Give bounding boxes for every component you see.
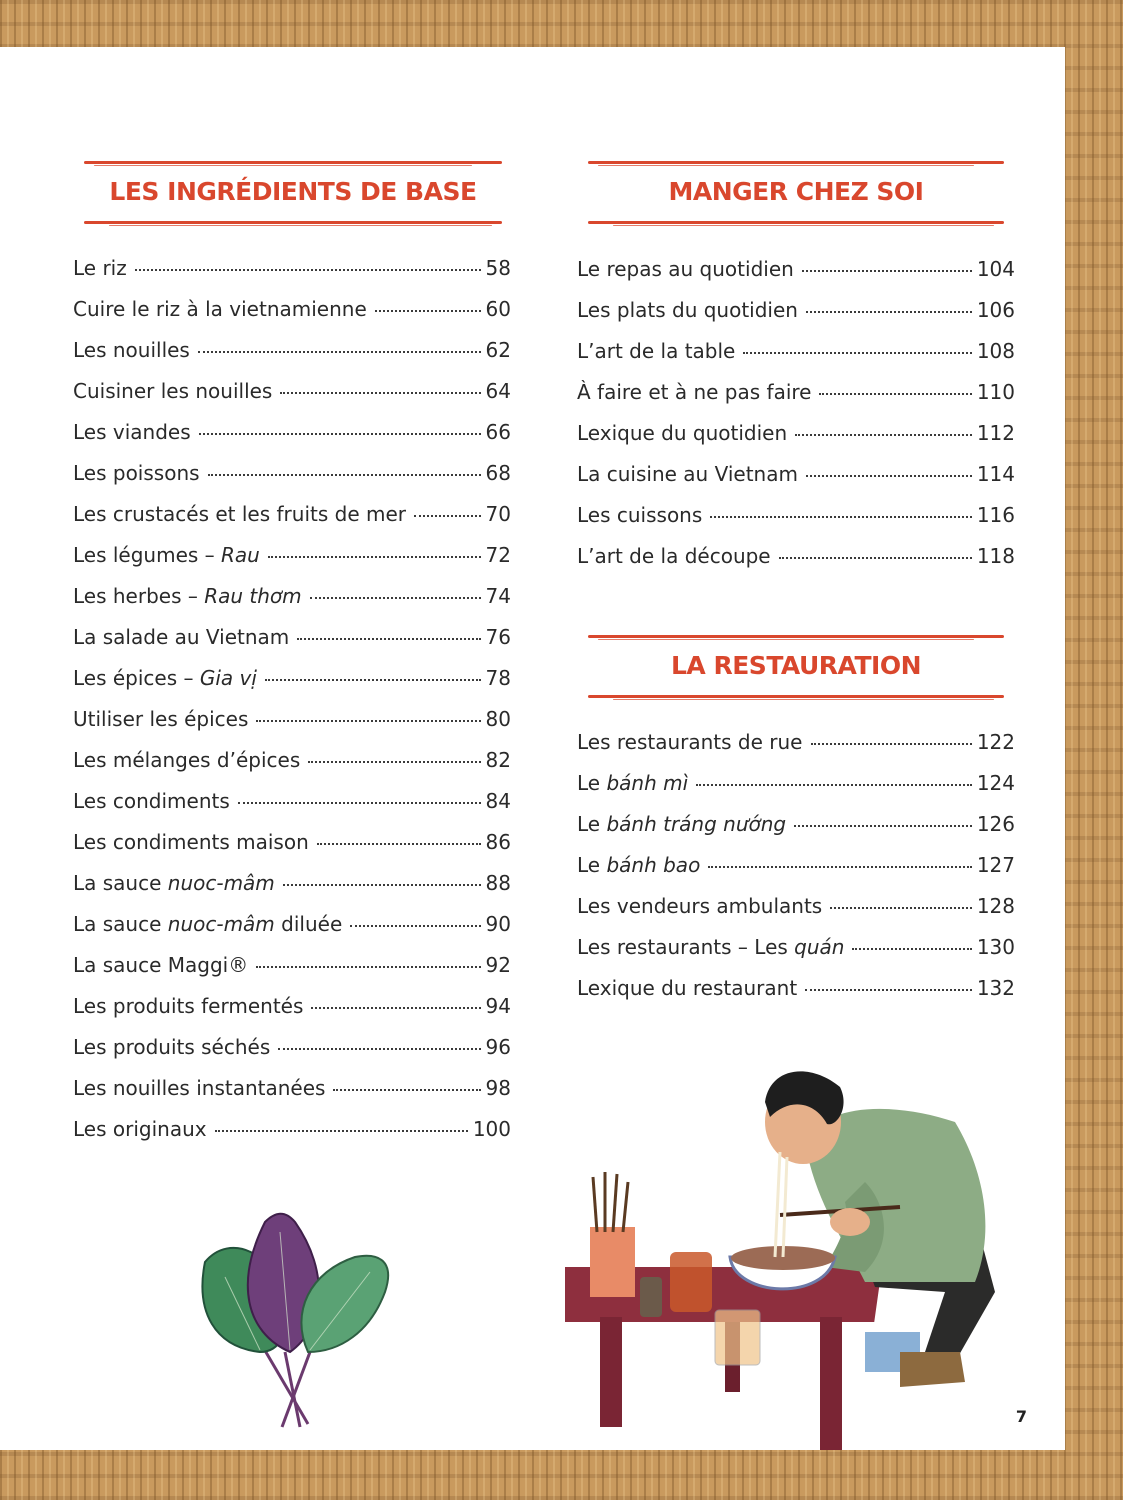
toc-entry-page: 127 [976,853,1015,877]
hand [830,1208,870,1236]
toc-entry-label [577,853,700,877]
section-heading-home [588,161,1004,231]
toc-entry-page: 90 [485,912,511,936]
toc-entry-label-text: Les cuissons [577,503,703,527]
toc-entry-label-text: Utiliser les épices [73,707,249,731]
dot-leader [278,1028,480,1050]
toc-entry-label [73,420,191,444]
dot-leader [256,946,480,968]
toc-entry [73,417,511,458]
toc-entry-label [73,707,248,731]
dot-leader [805,969,972,991]
dot-leader [238,782,481,804]
toc-list-home [577,254,1015,582]
toc-entry-label-text: Les originaux [73,1117,207,1141]
section-title: MANGER CHEZ SOI [668,177,924,206]
dot-leader [311,987,480,1009]
dot-leader [414,495,481,517]
toc-entry-page: 72 [485,543,511,567]
toc-entry-label [577,730,803,754]
toc-entry-label [577,771,688,795]
toc-entry-label-text: Lexique du quotidien [577,421,788,445]
dot-leader [317,823,481,845]
toc-entry-page: 82 [485,748,511,772]
dot-leader [710,496,972,518]
toc-entry-page: 124 [976,771,1015,795]
toc-entry-label [73,584,302,608]
toc-entry-label [577,298,798,322]
dot-leader [795,414,972,436]
toc-entry [73,335,511,376]
toc-entry-label-text: Les restaurants de rue [577,730,803,754]
toc-entry-page: 84 [485,789,511,813]
drinking-glass [715,1310,760,1365]
table-leg-front-right [820,1317,842,1450]
toc-entry-label [577,380,811,404]
page-number: 7 [1015,1407,1027,1426]
dot-leader [743,332,971,354]
toc-entry-label-text: Les produits fermentés [73,994,304,1018]
toc-entry-label-text: Les mélanges d’épices [73,748,301,772]
toc-entry-label-text: Les herbes – [73,584,205,608]
heading-rule [588,635,1004,638]
toc-entry-label [73,789,230,813]
dot-leader [696,764,972,786]
toc-entry-page: 64 [485,379,511,403]
toc-entry [577,336,1015,377]
toc-entry-label [577,257,794,281]
toc-entry [73,991,511,1032]
toc-entry-label-text: Les poissons [73,461,200,485]
toc-entry-page: 94 [485,994,511,1018]
toc-entry-label-text: La sauce [73,871,168,895]
toc-entry-label-italic: quán [794,935,845,959]
toc-entry-page: 118 [976,544,1015,568]
section-title: LA RESTAURATION [671,651,921,680]
toc-entry-page: 106 [976,298,1015,322]
toc-entry-label [73,994,303,1018]
section-heading-ingredients [84,161,502,231]
toc-entry [73,540,511,581]
toc-entry-label-italic: bánh tráng nướng [606,812,787,836]
dot-leader [280,372,480,394]
stems [260,1342,310,1427]
toc-entry [577,850,1015,891]
dot-leader [819,373,971,395]
toc-entry [73,704,511,745]
dot-leader [708,846,972,868]
heading-rule [598,639,974,640]
toc-entry-label-text: L’art de la table [577,339,736,363]
toc-entry [73,253,511,294]
heading-rule [109,225,492,226]
toc-entry-label-text: Cuire le riz à la vietnamienne [73,297,367,321]
holder-chopsticks [593,1172,628,1232]
toc-entry [73,294,511,335]
toc-entry-label-text: Les viandes [73,420,191,444]
toc-entry [577,377,1015,418]
toc-entry-label [577,544,771,568]
toc-entry-label-text: Les plats du quotidien [577,298,798,322]
dot-leader [375,290,481,312]
toc-entry-label-text: À faire et à ne pas faire [577,380,812,404]
toc-entry [73,909,511,950]
man-eating-pho-illustration [565,1032,1010,1450]
heading-rule [84,161,502,164]
heading-rule [588,161,1004,164]
dot-leader [208,454,481,476]
perilla-leaves-illustration [190,1202,400,1432]
book-page [0,47,1065,1450]
toc-entry-label [73,830,309,854]
soy-bottle [640,1277,662,1317]
toc-entry-label-text: Les produits séchés [73,1035,271,1059]
toc-entry-label [73,912,342,936]
toc-entry-page: 130 [976,935,1015,959]
toc-entry-page: 108 [976,339,1015,363]
toc-entry [73,786,511,827]
toc-entry-label [73,871,275,895]
toc-entry-label [577,976,797,1000]
toc-entry [73,827,511,868]
toc-entry-page: 92 [485,953,511,977]
toc-entry-page: 132 [976,976,1015,1000]
toc-entry-label [73,1035,270,1059]
toc-entry-page: 62 [485,338,511,362]
toc-entry [73,663,511,704]
dot-leader [268,536,481,558]
toc-entry-label-text: Le [577,853,607,877]
toc-entry [577,295,1015,336]
section-title: LES INGRÉDIENTS DE BASE [109,177,477,206]
toc-entry-label [577,421,787,445]
toc-entry [577,809,1015,850]
heading-rule [613,699,994,700]
dot-leader [308,741,480,763]
toc-entry [73,950,511,991]
toc-entry [577,891,1015,932]
toc-entry-label-italic: nuoc-mâm [167,871,275,895]
toc-entry-page: 76 [485,625,511,649]
toc-entry-page: 112 [976,421,1015,445]
dot-leader [135,249,481,271]
toc-entry-label-text: Les nouilles [73,338,190,362]
toc-entry-page: 126 [976,812,1015,836]
toc-entry-label-text: La sauce [73,912,168,936]
dot-leader [310,577,481,599]
toc-entry [73,376,511,417]
toc-entry-label [577,462,798,486]
toc-entry [73,581,511,622]
toc-entry [577,727,1015,768]
toc-entry [577,418,1015,459]
toc-entry-label [73,543,260,567]
toc-entry-label [577,935,844,959]
noodles [775,1152,787,1257]
toc-entry-label-text: Les légumes – [73,543,222,567]
toc-list-restaurant [577,727,1015,1014]
dot-leader [794,805,972,827]
toc-entry-page: 114 [976,462,1015,486]
toc-entry [73,499,511,540]
toc-entry [577,459,1015,500]
dot-leader [350,905,480,927]
toc-entry [577,541,1015,582]
toc-entry [73,868,511,909]
toc-entry-label-text: Les restaurants – Les [577,935,795,959]
toc-entry-label-text: La cuisine au Vietnam [577,462,798,486]
toc-entry-page: 80 [485,707,511,731]
toc-entry-label-text: Le [577,812,607,836]
dot-leader [333,1069,480,1091]
toc-entry-label-text: Cuisiner les nouilles [73,379,273,403]
heading-rule [84,221,502,224]
toc-entry-page: 78 [485,666,511,690]
dot-leader [283,864,481,886]
dot-leader [198,331,481,353]
table-leg-front-left [600,1317,622,1427]
toc-entry-page: 104 [976,257,1015,281]
toc-entry-label-text: Les condiments [73,789,230,813]
dot-leader [297,618,480,640]
toc-entry-label-text: Le [577,771,607,795]
dot-leader [256,700,480,722]
toc-entry-label [73,297,367,321]
dot-leader [265,659,481,681]
dot-leader [830,887,972,909]
toc-entry-label-text: Les vendeurs ambulants [577,894,823,918]
toc-entry-label [73,1117,207,1141]
toc-entry-label-text: Le repas au quotidien [577,257,794,281]
toc-entry-page: 100 [472,1117,511,1141]
toc-entry-page: 88 [485,871,511,895]
toc-entry-label [73,666,257,690]
toc-entry [577,500,1015,541]
toc-entry-label-italic: bánh mì [606,771,689,795]
toc-entry [73,458,511,499]
toc-entry-label-italic: nuoc-mâm [167,912,275,936]
heading-rule [588,695,1004,698]
toc-entry-page: 86 [485,830,511,854]
toc-entry-page: 70 [485,502,511,526]
toc-entry-label-italic: bánh bao [606,853,701,877]
toc-entry-label-text: Les condiments maison [73,830,309,854]
dot-leader [199,413,481,435]
dot-leader [806,291,972,313]
chopstick-holder [590,1227,635,1297]
dot-leader [852,928,971,950]
toc-entry-page: 58 [485,256,511,280]
dot-leader [215,1110,468,1132]
dot-leader [811,723,972,745]
toc-entry-page: 68 [485,461,511,485]
heading-rule [613,225,994,226]
dot-leader [806,455,972,477]
toc-entry-label [73,953,248,977]
toc-entry [577,254,1015,295]
toc-entry-page: 116 [976,503,1015,527]
toc-entry-page: 110 [976,380,1015,404]
toc-entry-page: 96 [485,1035,511,1059]
chili-jar [670,1252,712,1312]
toc-entry-page: 66 [485,420,511,444]
toc-entry [73,1073,511,1114]
toc-entry-page: 98 [485,1076,511,1100]
toc-entry [73,1032,511,1073]
toc-entry-label-italic: Gia vị [199,666,257,690]
toc-entry-label-text: Les crustacés et les fruits de mer [73,502,406,526]
toc-entry-label [73,338,190,362]
toc-entry-label [73,461,200,485]
toc-entry-label [73,502,406,526]
toc-entry-label-text: L’art de la découpe [577,544,771,568]
toc-entry-label [73,379,272,403]
toc-entry [577,973,1015,1014]
toc-entry-label-text: Le riz [73,256,127,280]
toc-entry-label [577,894,822,918]
dot-leader [779,537,972,559]
toc-entry-label-text: La salade au Vietnam [73,625,290,649]
shoe [900,1352,965,1387]
toc-entry [577,932,1015,973]
toc-entry-label-text: Lexique du restaurant [577,976,798,1000]
toc-entry-page: 128 [976,894,1015,918]
toc-entry-label [577,339,735,363]
heading-rule [598,165,974,166]
toc-entry-label-text: diluée [274,912,343,936]
toc-list-ingredients [73,253,511,1155]
toc-entry-label [73,256,127,280]
section-heading-restaurant [588,635,1004,705]
heading-rule [94,165,472,166]
toc-entry-label [73,1076,325,1100]
heading-rule [588,221,1004,224]
toc-entry-label [577,503,702,527]
toc-entry [73,622,511,663]
toc-entry [577,768,1015,809]
toc-entry-label-italic: Rau thơm [204,584,302,608]
toc-entry-label-text: Les nouilles instantanées [73,1076,326,1100]
toc-entry-label [73,625,289,649]
toc-entry-label-text: La sauce Maggi® [73,953,249,977]
toc-entry [73,1114,511,1155]
toc-entry-label-italic: Rau [221,543,260,567]
toc-entry-page: 60 [485,297,511,321]
toc-entry-page: 74 [485,584,511,608]
toc-entry [73,745,511,786]
toc-entry-label-text: Les épices – [73,666,200,690]
toc-entry-label [73,748,300,772]
toc-entry-label [577,812,786,836]
dot-leader [802,250,972,272]
toc-entry-page: 122 [976,730,1015,754]
